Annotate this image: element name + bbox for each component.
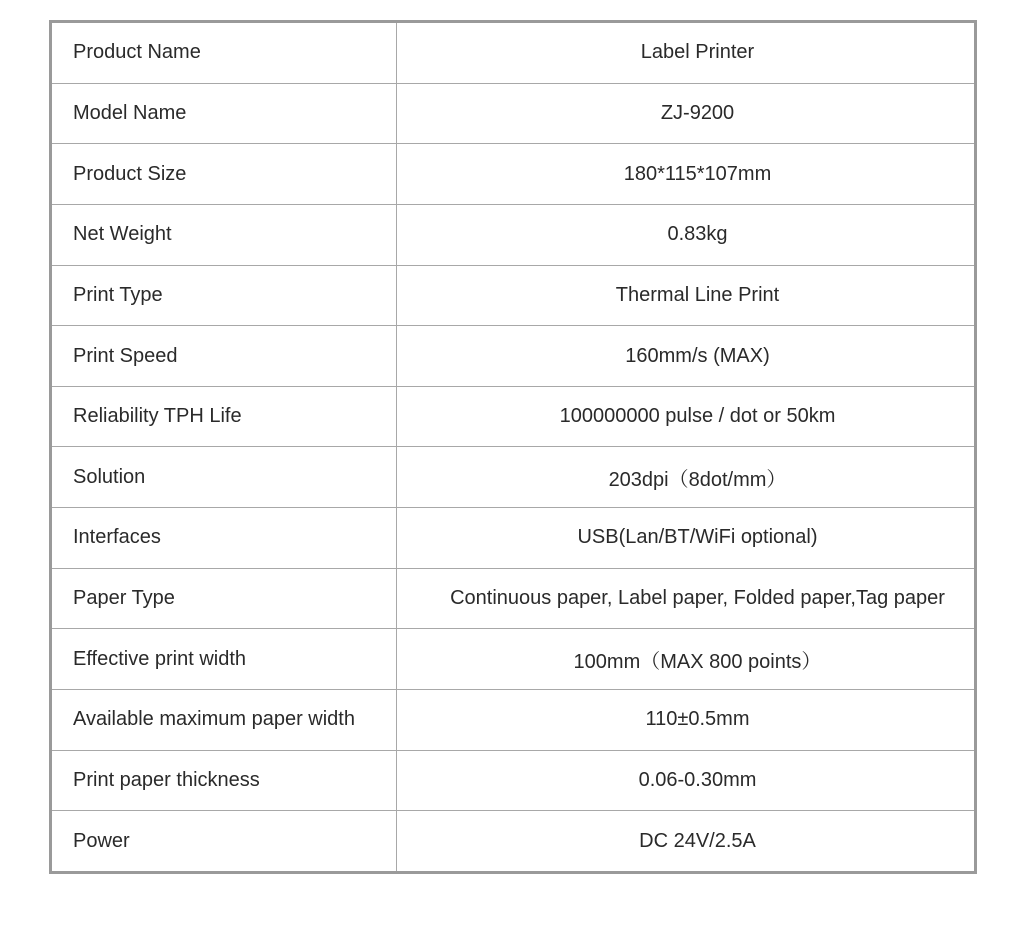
table-row <box>51 447 976 508</box>
spec-value: 160mm/s (MAX) <box>397 326 976 387</box>
spec-value: 203dpi（8dot/mm） <box>397 447 976 508</box>
spec-value: 100mm（MAX 800 points） <box>397 629 976 690</box>
table-row <box>51 204 976 265</box>
table-row <box>51 508 976 569</box>
table-row <box>51 690 976 751</box>
spec-label: Solution <box>51 447 397 508</box>
table-row <box>51 265 976 326</box>
spec-value: USB(Lan/BT/WiFi optional) <box>397 508 976 569</box>
spec-value: Label Printer <box>397 22 976 84</box>
table-row <box>51 386 976 447</box>
spec-label: Power <box>51 811 397 873</box>
spec-label: Reliability TPH Life <box>51 386 397 447</box>
spec-value: DC 24V/2.5A <box>397 811 976 873</box>
table-row <box>51 750 976 811</box>
spec-value: 0.06-0.30mm <box>397 750 976 811</box>
table-row <box>51 629 976 690</box>
spec-value: 100000000 pulse / dot or 50km <box>397 386 976 447</box>
spec-label: Net Weight <box>51 204 397 265</box>
spec-label: Paper Type <box>51 568 397 629</box>
spec-label: Print Type <box>51 265 397 326</box>
table-row <box>51 22 976 84</box>
spec-label: Print Speed <box>51 326 397 387</box>
spec-value: 180*115*107mm <box>397 144 976 205</box>
spec-label: Available maximum paper width <box>51 690 397 751</box>
spec-label: Product Name <box>51 22 397 84</box>
spec-value: ZJ-9200 <box>397 83 976 144</box>
spec-table <box>49 20 977 874</box>
table-row <box>51 568 976 629</box>
spec-value: Thermal Line Print <box>397 265 976 326</box>
spec-value: 110±0.5mm <box>397 690 976 751</box>
spec-label: Model Name <box>51 83 397 144</box>
spec-value: 0.83kg <box>397 204 976 265</box>
spec-label: Interfaces <box>51 508 397 569</box>
spec-label: Product Size <box>51 144 397 205</box>
spec-label: Print paper thickness <box>51 750 397 811</box>
table-row <box>51 83 976 144</box>
table-row <box>51 326 976 387</box>
spec-value: Continuous paper, Label paper, Folded paper,Tag paper <box>397 568 976 629</box>
table-row <box>51 811 976 873</box>
spec-label: Effective print width <box>51 629 397 690</box>
table-row <box>51 144 976 205</box>
